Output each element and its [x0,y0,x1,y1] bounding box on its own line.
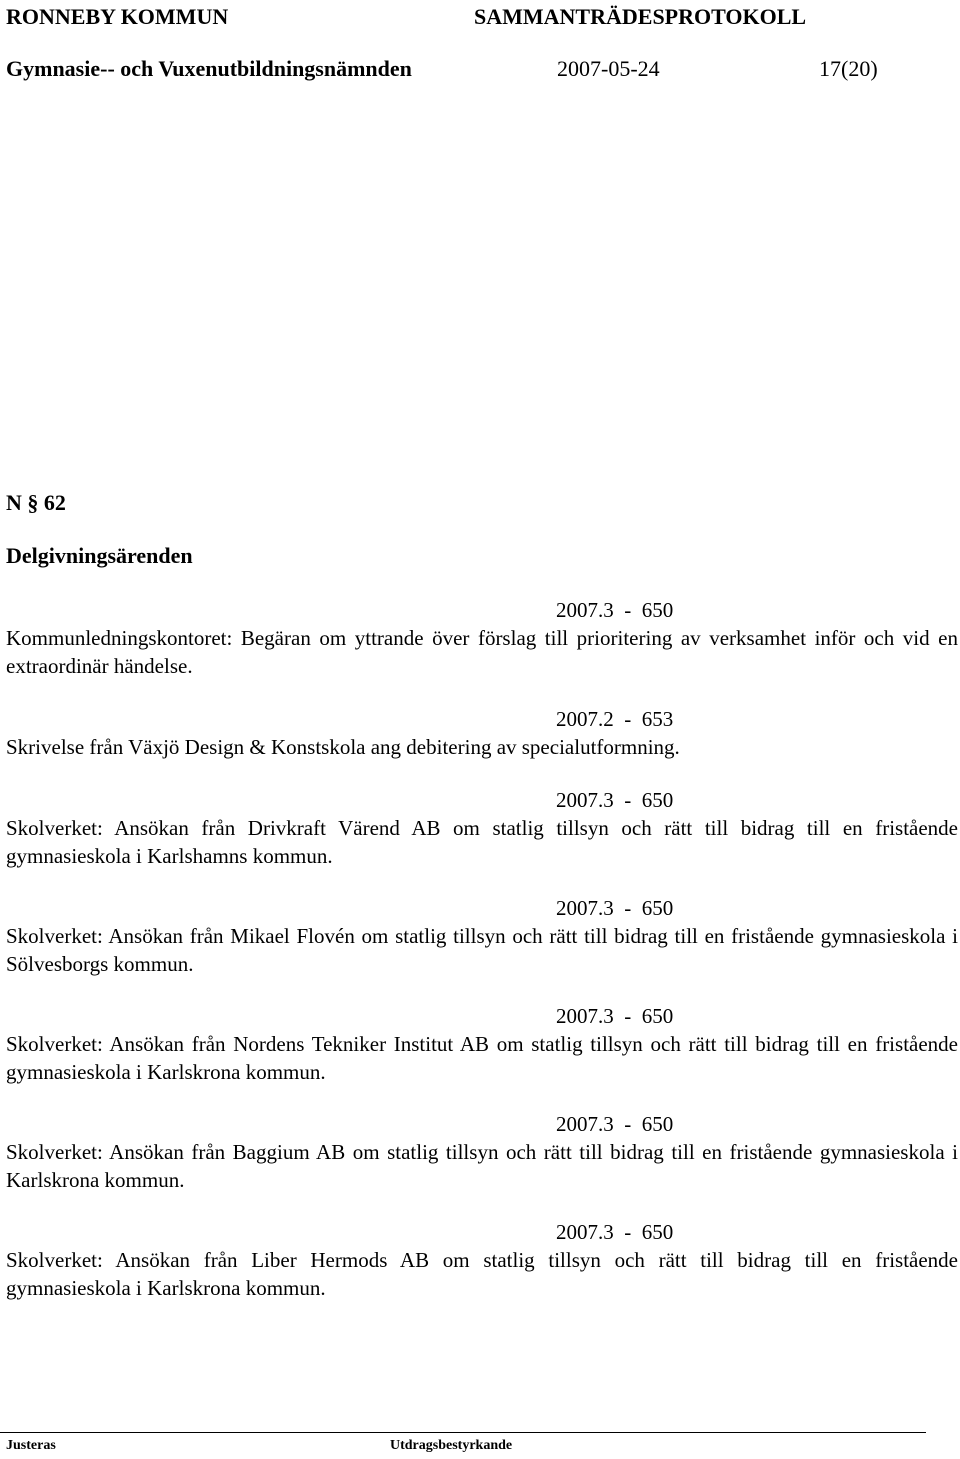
case-reference: 2007.3 - 650 [556,1004,674,1028]
list-item [6,786,958,870]
case-description: Skolverket: Ansökan från Liber Hermods AB om statlig tillsyn och rätt till bidrag till en fristående gymnasieskola i Karlskrona kommun. [6,1248,958,1300]
list-item [6,1002,958,1086]
case-description: Skolverket: Ansökan från Nordens Tekniker Institut AB om statlig tillsyn och rätt till bidrag till en fristående gymnasieskola i Karlskrona kommun. [6,1032,958,1084]
list-item [6,705,958,761]
case-description: Skrivelse från Växjö Design & Konstskola ang debitering av specialutformning. [6,735,680,759]
section-title: Delgivningsärenden [6,543,193,568]
list-item [6,596,958,680]
footer-justeras: Justeras [6,1438,56,1453]
footer-divider [0,1432,926,1433]
board-name: Gymnasie-- och Vuxenutbildningsnämnden [6,56,412,81]
list-item [6,1110,958,1194]
list-item [6,894,958,978]
footer-utdragsbestyrkande: Utdragsbestyrkande [390,1438,513,1453]
case-description: Skolverket: Ansökan från Drivkraft Värend AB om statlig tillsyn och rätt till bidrag till en fristående gymnasieskola i Karlshamns kommun. [6,816,958,868]
case-description: Skolverket: Ansökan från Baggium AB om statlig tillsyn och rätt till bidrag till en fristående gymnasieskola i Karlskrona kommun. [6,1140,958,1192]
case-description: Skolverket: Ansökan från Mikael Flovén om statlig tillsyn och rätt till bidrag till en fristående gymnasieskola i Sölvesborgs kommun. [6,924,958,976]
meeting-date: 2007-05-24 [557,56,660,81]
section-number: N § 62 [6,490,66,515]
case-reference: 2007.3 - 650 [556,1112,674,1136]
page-number: 17(20) [819,56,878,81]
case-description: Kommunledningskontoret: Begäran om yttrande över förslag till prioritering av verksamhet inför och vid en extraordinär händelse. [6,626,958,678]
case-reference: 2007.3 - 650 [556,598,674,622]
case-reference: 2007.3 - 650 [556,896,674,920]
case-reference: 2007.3 - 650 [556,788,674,812]
document-type: SAMMANTRÄDESPROTOKOLL [474,4,807,29]
list-item [6,1218,958,1302]
case-reference: 2007.2 - 653 [556,707,674,731]
case-reference: 2007.3 - 650 [556,1220,674,1244]
organization-name: RONNEBY KOMMUN [6,4,229,29]
